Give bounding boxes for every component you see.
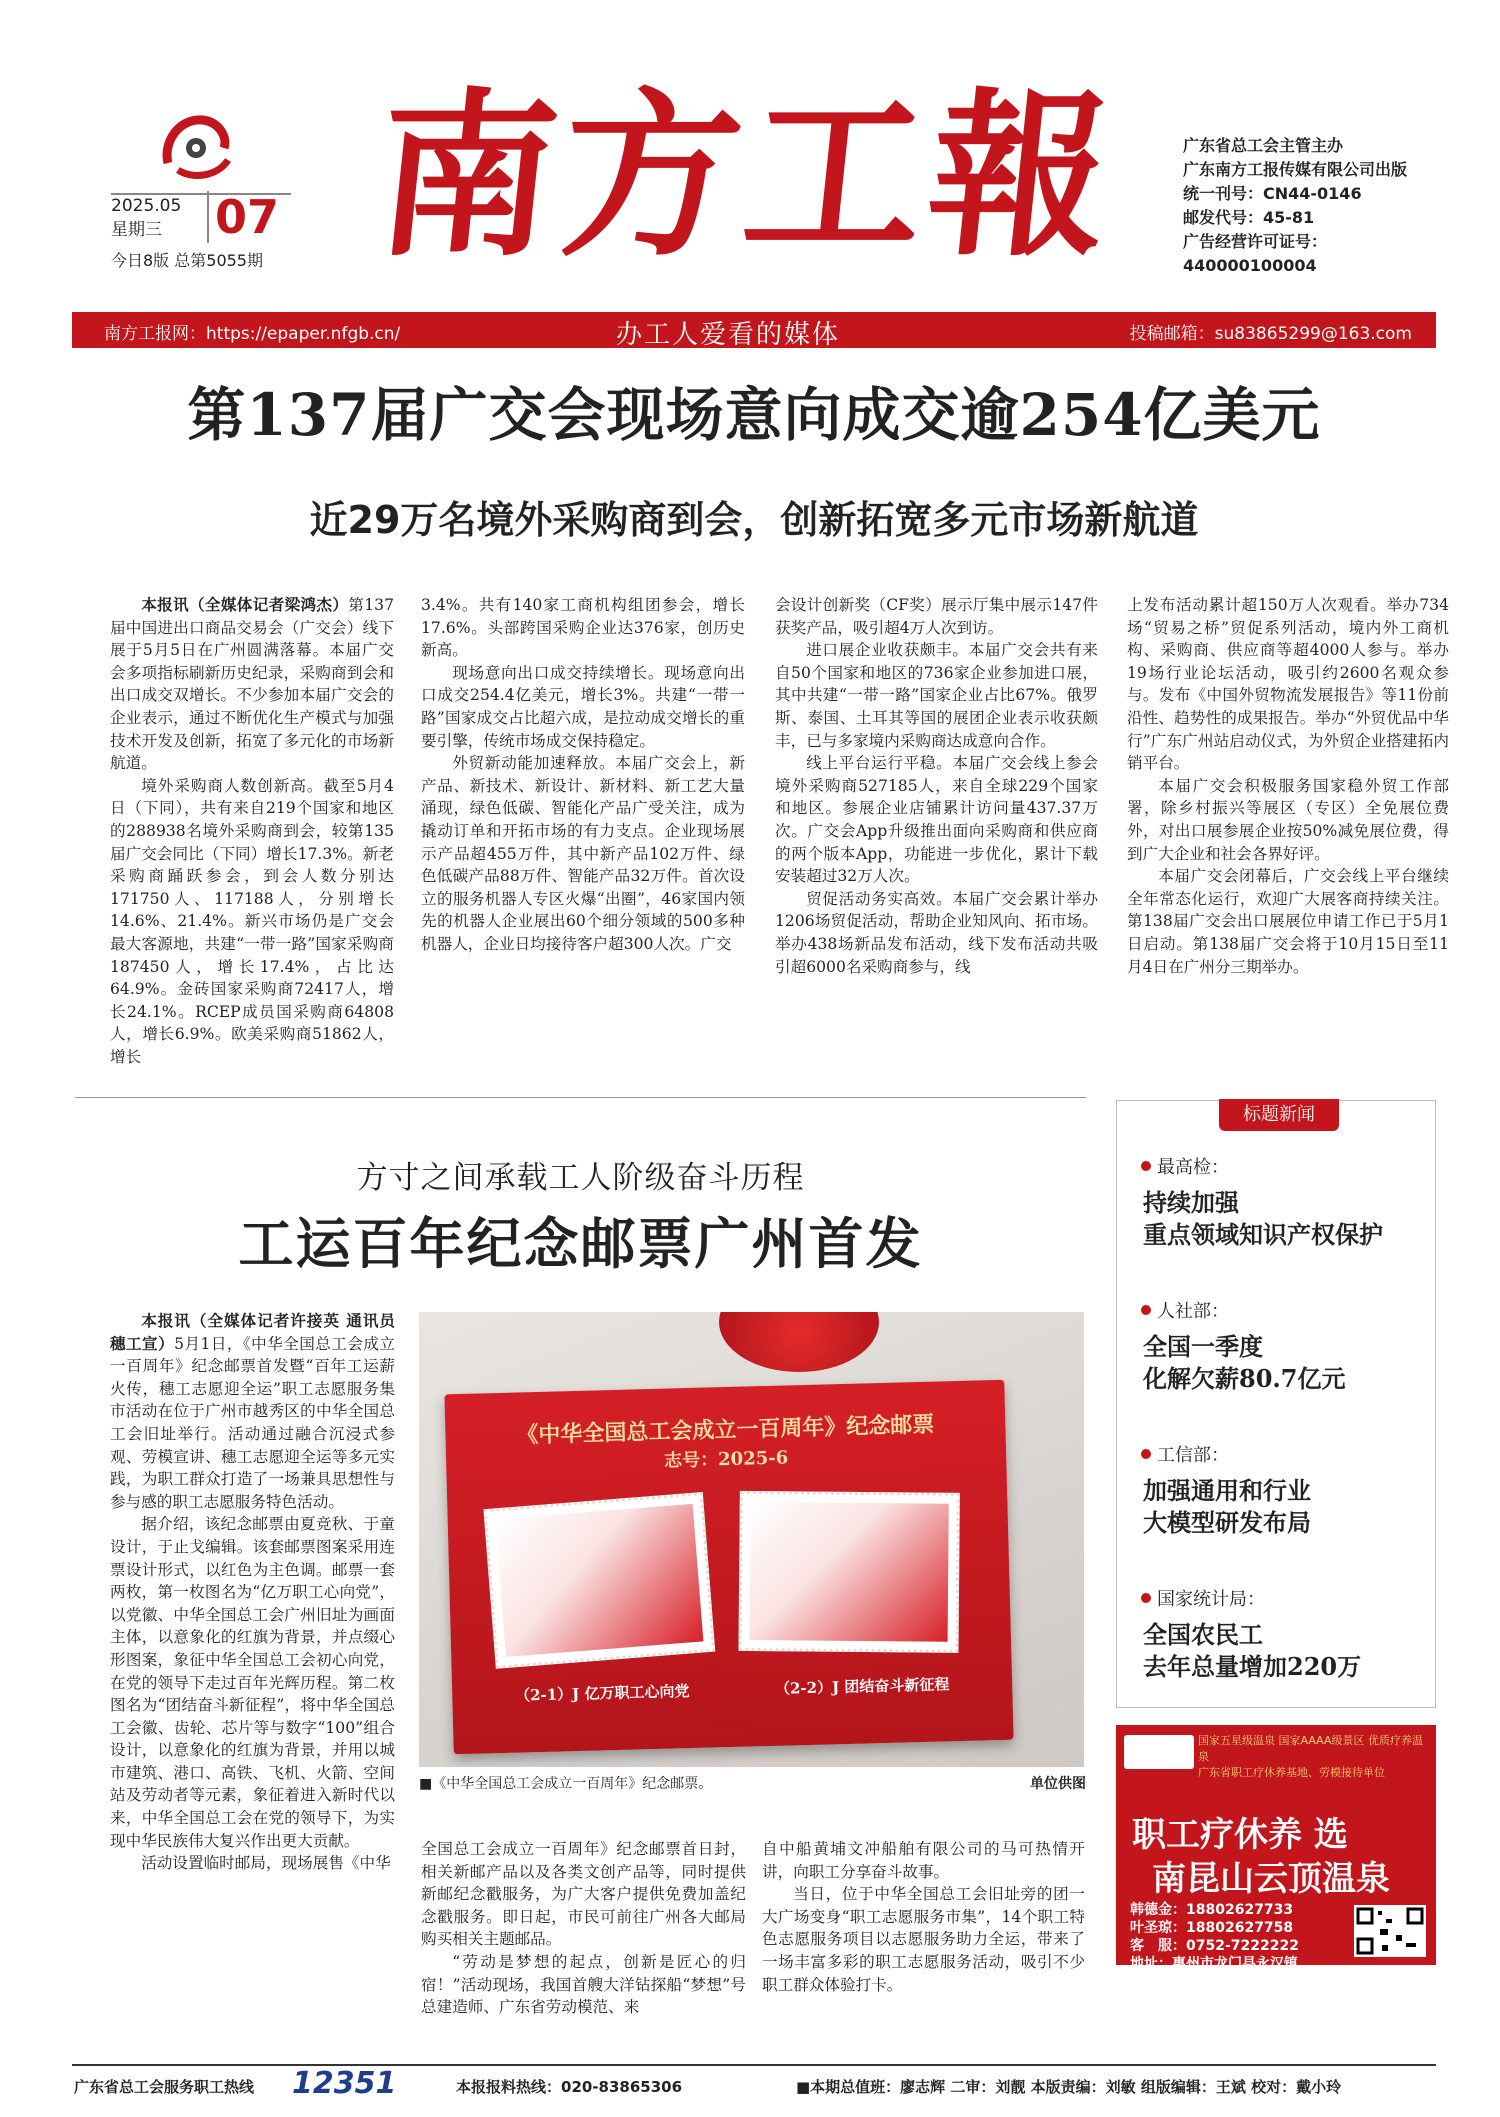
lead-column	[775, 594, 1098, 978]
publisher-line: 广告经营许可证号：	[1183, 232, 1328, 251]
paragraph: “劳动是梦想的起点，创新是匠心的归宿！”活动现场，我国首艘大洋钻探船“梦想”号总建造师、广东省劳动模范、来	[421, 1952, 746, 2017]
news-tip-hotline: 本报报料热线：020-83865306	[456, 2078, 683, 2096]
stamp-sheet-code: 志号：2025-6	[663, 1447, 789, 1472]
website-link[interactable]: 南方工报网：https://epaper.nfgb.cn/	[104, 324, 401, 344]
stamp-2	[738, 1491, 959, 1653]
lead-column	[421, 594, 745, 956]
stamp-1-artwork	[495, 1504, 703, 1657]
paragraph: 本届广交会积极服务国家稳外贸工作部署，除乡村振兴等展区（专区）全免展位费外，对出口展参展企业按50%减免展位费，得到广大企业和社会各界好评。	[1127, 776, 1449, 863]
paragraph: 3.4%。共有140家工商机构组团参会，增长17.6%。头部跨国采购企业达376家，创历史新高。	[421, 596, 745, 660]
newspaper-title: 南方工報	[367, 71, 1126, 280]
red-ribbon-bow	[719, 1312, 879, 1372]
byline: 本报讯（全媒体记者梁鸿杰）	[141, 595, 349, 614]
publisher-line: 440000100004	[1183, 256, 1317, 275]
paragraph: 线上平台运行平稳。本届广交会线上参会境外采购商527185人，来自全球229个国家和地区。参展企业店铺累计访问量437.37万次。广交会App升级推出面向采购商和供应商的两个版本App，功能进一步优化，累计下载安装超过32万人次。	[775, 754, 1098, 886]
ad-title: 职工疗休养 选	[1132, 1815, 1348, 1855]
lead-headline: 第137届广交会现场意向成交逾254亿美元	[187, 381, 1321, 449]
publisher-line: 邮发代号：45-81	[1183, 208, 1315, 227]
stamp-sheet	[444, 1380, 1013, 1755]
news-title: 全国农民工 去年总量增加220万	[1143, 1620, 1362, 1681]
service-hotline-label: 广东省总工会服务职工热线	[74, 2078, 255, 2096]
photo-caption: ■《中华全国总工会成立一百周年》纪念邮票。	[419, 1776, 713, 1792]
slogan: 办工人爱看的媒体	[616, 320, 841, 350]
qr-code-icon[interactable]	[1354, 1905, 1426, 1957]
headline-news-sidebar	[1116, 1100, 1436, 1708]
paragraph: 现场意向出口成交持续增长。现场意向出口成交254.4亿美元，增长3%。共建“一带一路”国家成交占比超六成，是拉动成交增长的重要引擎，传统市场成交保持稳定。	[421, 663, 745, 750]
news-source: 人社部：	[1157, 1301, 1229, 1322]
paragraph: 活动设置临时邮局，现场展售《中华	[141, 1854, 391, 1873]
paragraph: 贸促活动务实高效。本届广交会累计举办1206场贸促活动，帮助企业知风向、拓市场。举办438场新品发布活动，线下发布活动共吸引超6000名采购商参与，线	[775, 889, 1098, 976]
resort-logo-icon	[1124, 1735, 1194, 1769]
stamp-sheet-title: 《中华全国总工会成立一百周年》纪念邮票	[516, 1411, 935, 1449]
stamp-story-kicker: 方寸之间承载工人阶级奋斗历程	[356, 1160, 805, 1196]
sidebar-news-item[interactable]	[1141, 1297, 1431, 1395]
stamp-1-caption: （2-1）J 亿万职工心向党	[514, 1682, 690, 1705]
lead-column	[1127, 594, 1449, 978]
editorial-staff: ■本期总值班：廖志辉 二审：刘靓 本版责编：刘敏 组版编辑：王斌 校对：戴小玲	[796, 2078, 1342, 2096]
paragraph: 上发布活动累计超150万人次观看。举办734场“贸易之桥”贸促系列活动，境内外工商机构、采购商、供应商等超4000人参与。举办19场行业论坛活动，吸引约2600名观众参与。发布《中国外贸物流发展报告》等11份前沿性、趋势性的成果报告。举办“外贸优品中华行”广东广州站启动仪式，为外贸企业搭建拓内销平台。	[1127, 596, 1449, 773]
paragraph: 会设计创新奖（CF奖）展示厅集中展示147件获奖产品，吸引超4万人次到访。	[775, 596, 1098, 637]
section-divider	[75, 1097, 1086, 1098]
paragraph: 本报讯（全媒体记者梁鸿杰）第137届中国进出口商品交易会（广交会）线下展于5月5日在广州圆满落幕。本届广交会多项指标刷新历史纪录，采购商到会和出口成交双增长。不少参加本届广交会的企业表示，通过不断优化生产模式与加强技术开发及创新，拓宽了多元化的市场新航道。	[110, 595, 394, 773]
ad-tag: 广东省职工疗休养基地、劳模接待单位	[1198, 1766, 1385, 1779]
ad-contact-line: 韩德金：18802627733	[1130, 1902, 1294, 1918]
publisher-line: 统一刊号：CN44-0146	[1183, 184, 1362, 203]
submission-email[interactable]: 投稿邮箱：su83865299@163.com	[1129, 324, 1412, 344]
ad-contact-line: 地址：惠州市龙门县永汉镇	[1130, 1956, 1298, 1972]
sidebar-news-item[interactable]	[1141, 1585, 1431, 1683]
ad-title: 南昆山云顶温泉	[1152, 1859, 1390, 1899]
paragraph: 全国总工会成立一百周年》纪念邮票首日封，相关新邮产品以及各类文创产品等，同时提供新邮纪念戳服务，为广大客户提供免费加盖纪念戳服务。即日起，市民可前往广州各大邮局购买相关主题邮品。	[421, 1840, 746, 1949]
stamp-1	[483, 1492, 715, 1669]
paragraph: 据介绍，该纪念邮票由夏竞秋、于童设计，于止戈编辑。该套邮票图案采用连票设计形式，以红色为主色调。邮票一套两枚，第一枚图名为“亿万职工心向党”，以党徽、中华全国总工会广州旧址为画面主体，以意象化的红旗为背景，并点缀心形图案，象征中华全国总工会初心向党，在党的领导下走过百年光辉历程。第二枚图名为“团结奋斗新征程”，将中华全国总工会徽、齿轮、芯片等与数字“100”组合设计，以意象化的红旗为背景，并用以城市建筑、港口、高铁、飞机、火箭、空间站及劳动者等元素，象征着进入新时代以来，中华全国总工会在党的领导下，为实现中华民族伟大复兴作出更大贡献。	[110, 1515, 395, 1850]
issue-weekday: 星期三	[111, 220, 162, 240]
paragraph: 自中船黄埔文冲船舶有限公司的马可热情开讲，向职工分享奋斗故事。	[762, 1840, 1085, 1881]
ad-tags	[1198, 1733, 1430, 1781]
service-hotline-number: 12351	[292, 2066, 397, 2101]
issue-date	[111, 190, 291, 244]
paragraph: 当日，位于中华全国总工会旧址旁的团一大广场变身“职工志愿服务市集”，14个职工特色志愿服务项目以志愿服务助力全运，带来了一场丰富多彩的职工志愿服务活动，吸引不少职工群众体验打卡。	[762, 1885, 1085, 1994]
stamp-story-column	[110, 1310, 395, 1875]
paragraph: 本报讯（全媒体记者许接英 通讯员穗工宣）5月1日，《中华全国总工会成立一百周年》纪念邮票首发暨“百年工运薪火传，穗工志愿迎全运”职工志愿服务集市活动在位于广州市越秀区的中华全国总工会旧址举行。活动通过融合沉浸式参观、劳模宣讲、穗工志愿迎全运等多元实践，为职工群众打造了一场兼具思想性与参与感的职工志愿服务特色活动。	[110, 1311, 395, 1511]
stamp-photo	[419, 1312, 1084, 1767]
stamp-2-artwork	[750, 1502, 949, 1642]
publisher-info	[1183, 134, 1407, 278]
stamp-story-column	[762, 1838, 1085, 1996]
news-title: 全国一季度 化解欠薪80.7亿元	[1143, 1332, 1346, 1393]
sidebar-news-item[interactable]	[1141, 1153, 1431, 1251]
newspaper-logo-icon	[158, 108, 236, 188]
edition-info: 今日8版 总第5055期	[111, 251, 263, 270]
ad-contact-line: 叶圣琼：18802627758	[1130, 1920, 1294, 1936]
photo-credit: 单位供图	[1030, 1776, 1086, 1792]
ad-contact-line: 客 服：0752-7222222	[1130, 1938, 1299, 1954]
publisher-line: 广东省总工会主管主办	[1183, 136, 1344, 155]
paragraph: 外贸新动能加速释放。本届广交会上，新产品、新技术、新设计、新材料、新工艺大量涌现，绿色低碳、智能化产品广受关注，成为撬动订单和开拓市场的有力支点。企业现场展示产品超455万件，其中新产品102万件、绿色低碳产品88万件、智能产品32万件。首次设立的服务机器人专区火爆“出圈”，46家国内领先的机器人企业展出60个细分领域的500多种机器人，企业日均接待客户超300人次。广交	[421, 754, 745, 953]
news-title: 持续加强 重点领域知识产权保护	[1143, 1188, 1383, 1249]
issue-year-month: 2025.05	[111, 196, 182, 216]
ad-contacts	[1130, 1901, 1299, 1973]
stamp-2-caption: （2-2）J 团结奋斗新征程	[774, 1675, 950, 1698]
lead-column	[110, 594, 394, 1068]
ad-tag: 国家五星级温泉 国家AAAA级景区 优质疗养温泉	[1198, 1734, 1424, 1763]
hot-spring-ad[interactable]	[1116, 1725, 1436, 1972]
bullet-icon	[1141, 1305, 1151, 1315]
bullet-icon	[1141, 1449, 1151, 1459]
bullet-icon	[1141, 1593, 1151, 1603]
news-source: 工信部：	[1157, 1445, 1229, 1466]
sidebar-news-item[interactable]	[1141, 1441, 1431, 1539]
footer-rule	[72, 2064, 1436, 2066]
news-source: 国家统计局：	[1157, 1589, 1265, 1610]
issue-day: 07	[207, 191, 279, 243]
stamp-story-headline: 工运百年纪念邮票广州首发	[238, 1211, 923, 1276]
paragraph: 本届广交会闭幕后，广交会线上平台继续全年常态化运行，欢迎广大展客商持续关注。第138届广交会出口展展位申请工作已于5月1日启动。第138届广交会将于10月15日至11月4日在广州分三期举办。	[1127, 867, 1449, 976]
lead-subhead: 近29万名境外采购商到会，创新拓宽多元市场新航道	[309, 498, 1199, 542]
byline: 本报讯（全媒体记者许接英 通讯员穗工宣）	[110, 1311, 395, 1353]
stamp-story-column	[421, 1838, 746, 2019]
masthead-banner	[72, 312, 1436, 348]
news-title: 加强通用和行业 大模型研发布局	[1143, 1476, 1311, 1537]
paragraph: 进口展企业收获颇丰。本届广交会共有来自50个国家和地区的736家企业参加进口展，其中共建“一带一路”国家企业占比67%。俄罗斯、泰国、土耳其等国的展团企业表示收获颇丰，已与多家境内采购商达成意向合作。	[775, 641, 1098, 750]
sidebar-tab: 标题新闻	[1219, 1099, 1339, 1131]
publisher-line: 广东南方工报传媒有限公司出版	[1183, 160, 1408, 179]
bullet-icon	[1141, 1161, 1151, 1171]
paragraph: 境外采购商人数创新高。截至5月4日（下同），共有来自219个国家和地区的288938名境外采购商到会，较第135届广交会同比（下同）增长17.3%。新老采购商踊跃参会，到会人数分别达171750人、117188人，分别增长14.6%、21.4%。新兴市场仍是广交会最大客源地，共建“一带一路”国家采购商187450人，增长17.4%，占比达64.9%。金砖国家采购商72417人，增长24.1%。RCEP成员国采购商64808人，增长6.9%。欧美采购商51862人，增长	[110, 776, 394, 1066]
news-source: 最高检：	[1157, 1157, 1229, 1178]
